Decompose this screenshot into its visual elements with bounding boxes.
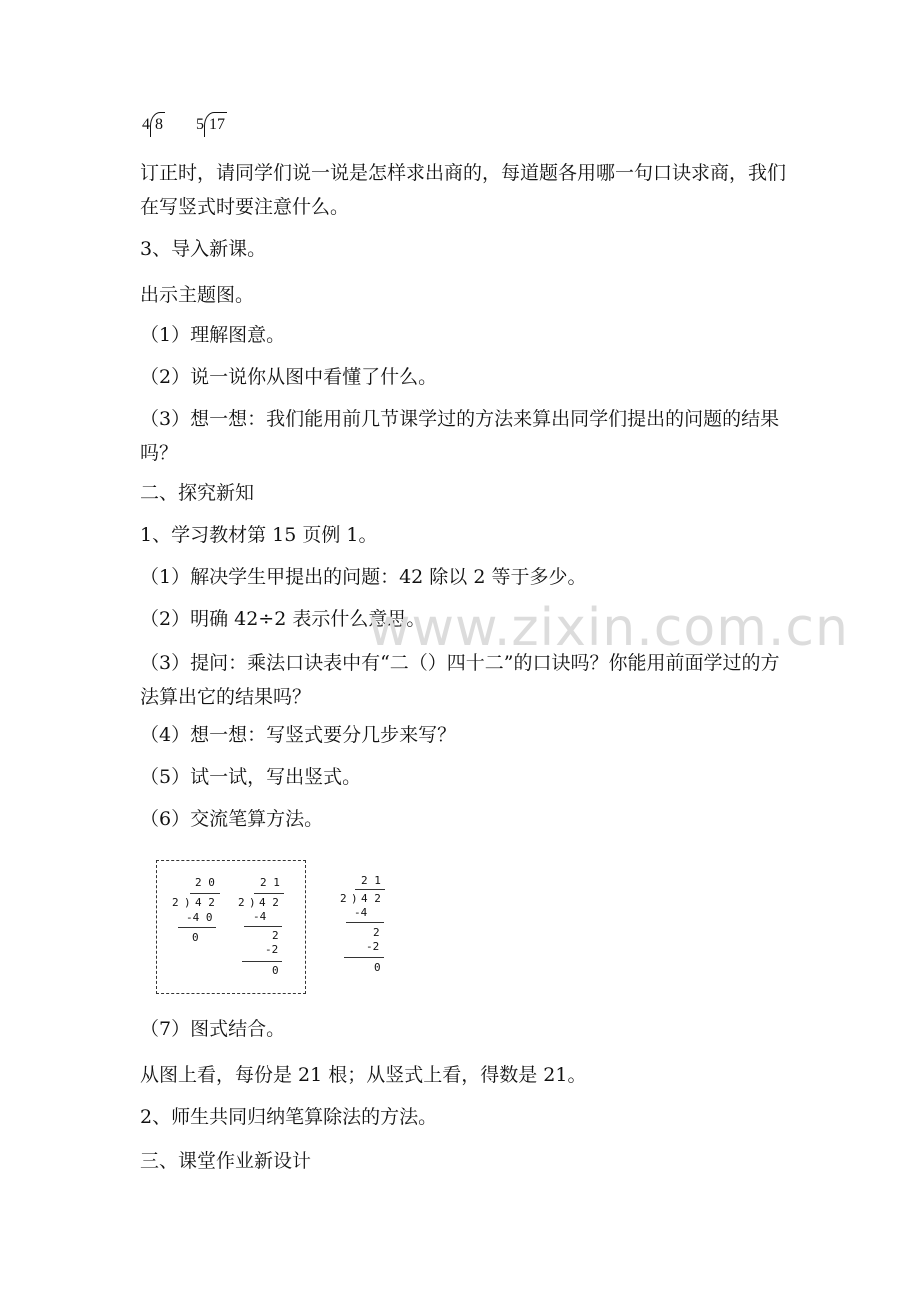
- fig-b-remainder: 0: [272, 964, 279, 977]
- fig-b-dividend: 4 2: [259, 896, 279, 909]
- exercise-1-divisor: 4: [142, 116, 150, 133]
- step-exchange: （6）交流笔算方法。: [140, 808, 324, 830]
- paragraph-result: 从图上看，每份是 21 根；从竖式上看，得数是 21。: [140, 1064, 587, 1086]
- exercise-2-dividend: 17: [204, 112, 227, 137]
- fig-c-remainder: 0: [374, 961, 381, 974]
- division-exercise-1: [142, 112, 165, 137]
- fig-a-dividend: 4 2: [195, 896, 215, 909]
- fig-c-divisor: 2: [340, 892, 347, 905]
- step-2: （2）说一说你从图中看懂了什么。: [140, 366, 438, 388]
- step-summarize: 2、师生共同归纳笔算除法的方法。: [140, 1106, 438, 1128]
- paragraph-show-picture: 出示主题图。: [140, 284, 255, 306]
- paragraph-correction: 订正时，请同学们说一说是怎样求出商的，每道题各用哪一句口诀求商，我们在写竖式时要注意什么。: [140, 162, 787, 218]
- fig-a-subtract: -4 0: [186, 911, 213, 924]
- heading-example-1: 1、学习教材第 15 页例 1。: [140, 524, 378, 546]
- fig-c-subtract-1: -4: [354, 906, 368, 919]
- fig-b-quotient: 2 1: [260, 876, 280, 889]
- step-ask: （3）提问：乘法口诀表中有“二（）四十二”的口诀吗？你能用前面学过的方法算出它的结果吗？: [140, 652, 780, 708]
- step-meaning: （2）明确 42÷2 表示什么意思。: [140, 608, 426, 630]
- fig-a-quotient: 2 0: [195, 876, 215, 889]
- step-think-vertical: （4）想一想：写竖式要分几步来写？: [140, 724, 457, 746]
- exercise-1-dividend: 8: [150, 112, 165, 137]
- fig-b-subtract-2: -2: [265, 943, 279, 956]
- fig-b-bring-down: 2: [272, 929, 279, 942]
- step-combine: （7）图式结合。: [140, 1018, 286, 1040]
- fig-c-quotient: 2 1: [361, 874, 381, 887]
- fig-c-bring-down: 2: [373, 926, 380, 939]
- fig-b-divisor: 2: [238, 896, 245, 909]
- heading-new-lesson: 3、导入新课。: [140, 238, 267, 260]
- fig-a-remainder: 0: [192, 931, 199, 944]
- step-try: （5）试一试，写出竖式。: [140, 766, 362, 788]
- step-3-think: （3）想一想：我们能用前几节课学过的方法来算出同学们提出的问题的结果吗？: [140, 408, 780, 464]
- heading-homework: 三、课堂作业新设计: [140, 1150, 312, 1172]
- fig-c-subtract-2: -2: [366, 940, 380, 953]
- fig-c-dividend: 4 2: [361, 892, 381, 905]
- fig-b-subtract-1: -4: [253, 910, 267, 923]
- step-1: （1）理解图意。: [140, 324, 286, 346]
- fig-a-divisor: 2: [172, 896, 179, 909]
- watermark: www.zixin.com.cn: [368, 598, 849, 658]
- step-solve-question: （1）解决学生甲提出的问题：42 除以 2 等于多少。: [140, 566, 587, 588]
- division-exercise-2: [196, 112, 227, 137]
- exercise-2-divisor: 5: [196, 116, 204, 133]
- heading-explore: 二、探究新知: [140, 482, 255, 504]
